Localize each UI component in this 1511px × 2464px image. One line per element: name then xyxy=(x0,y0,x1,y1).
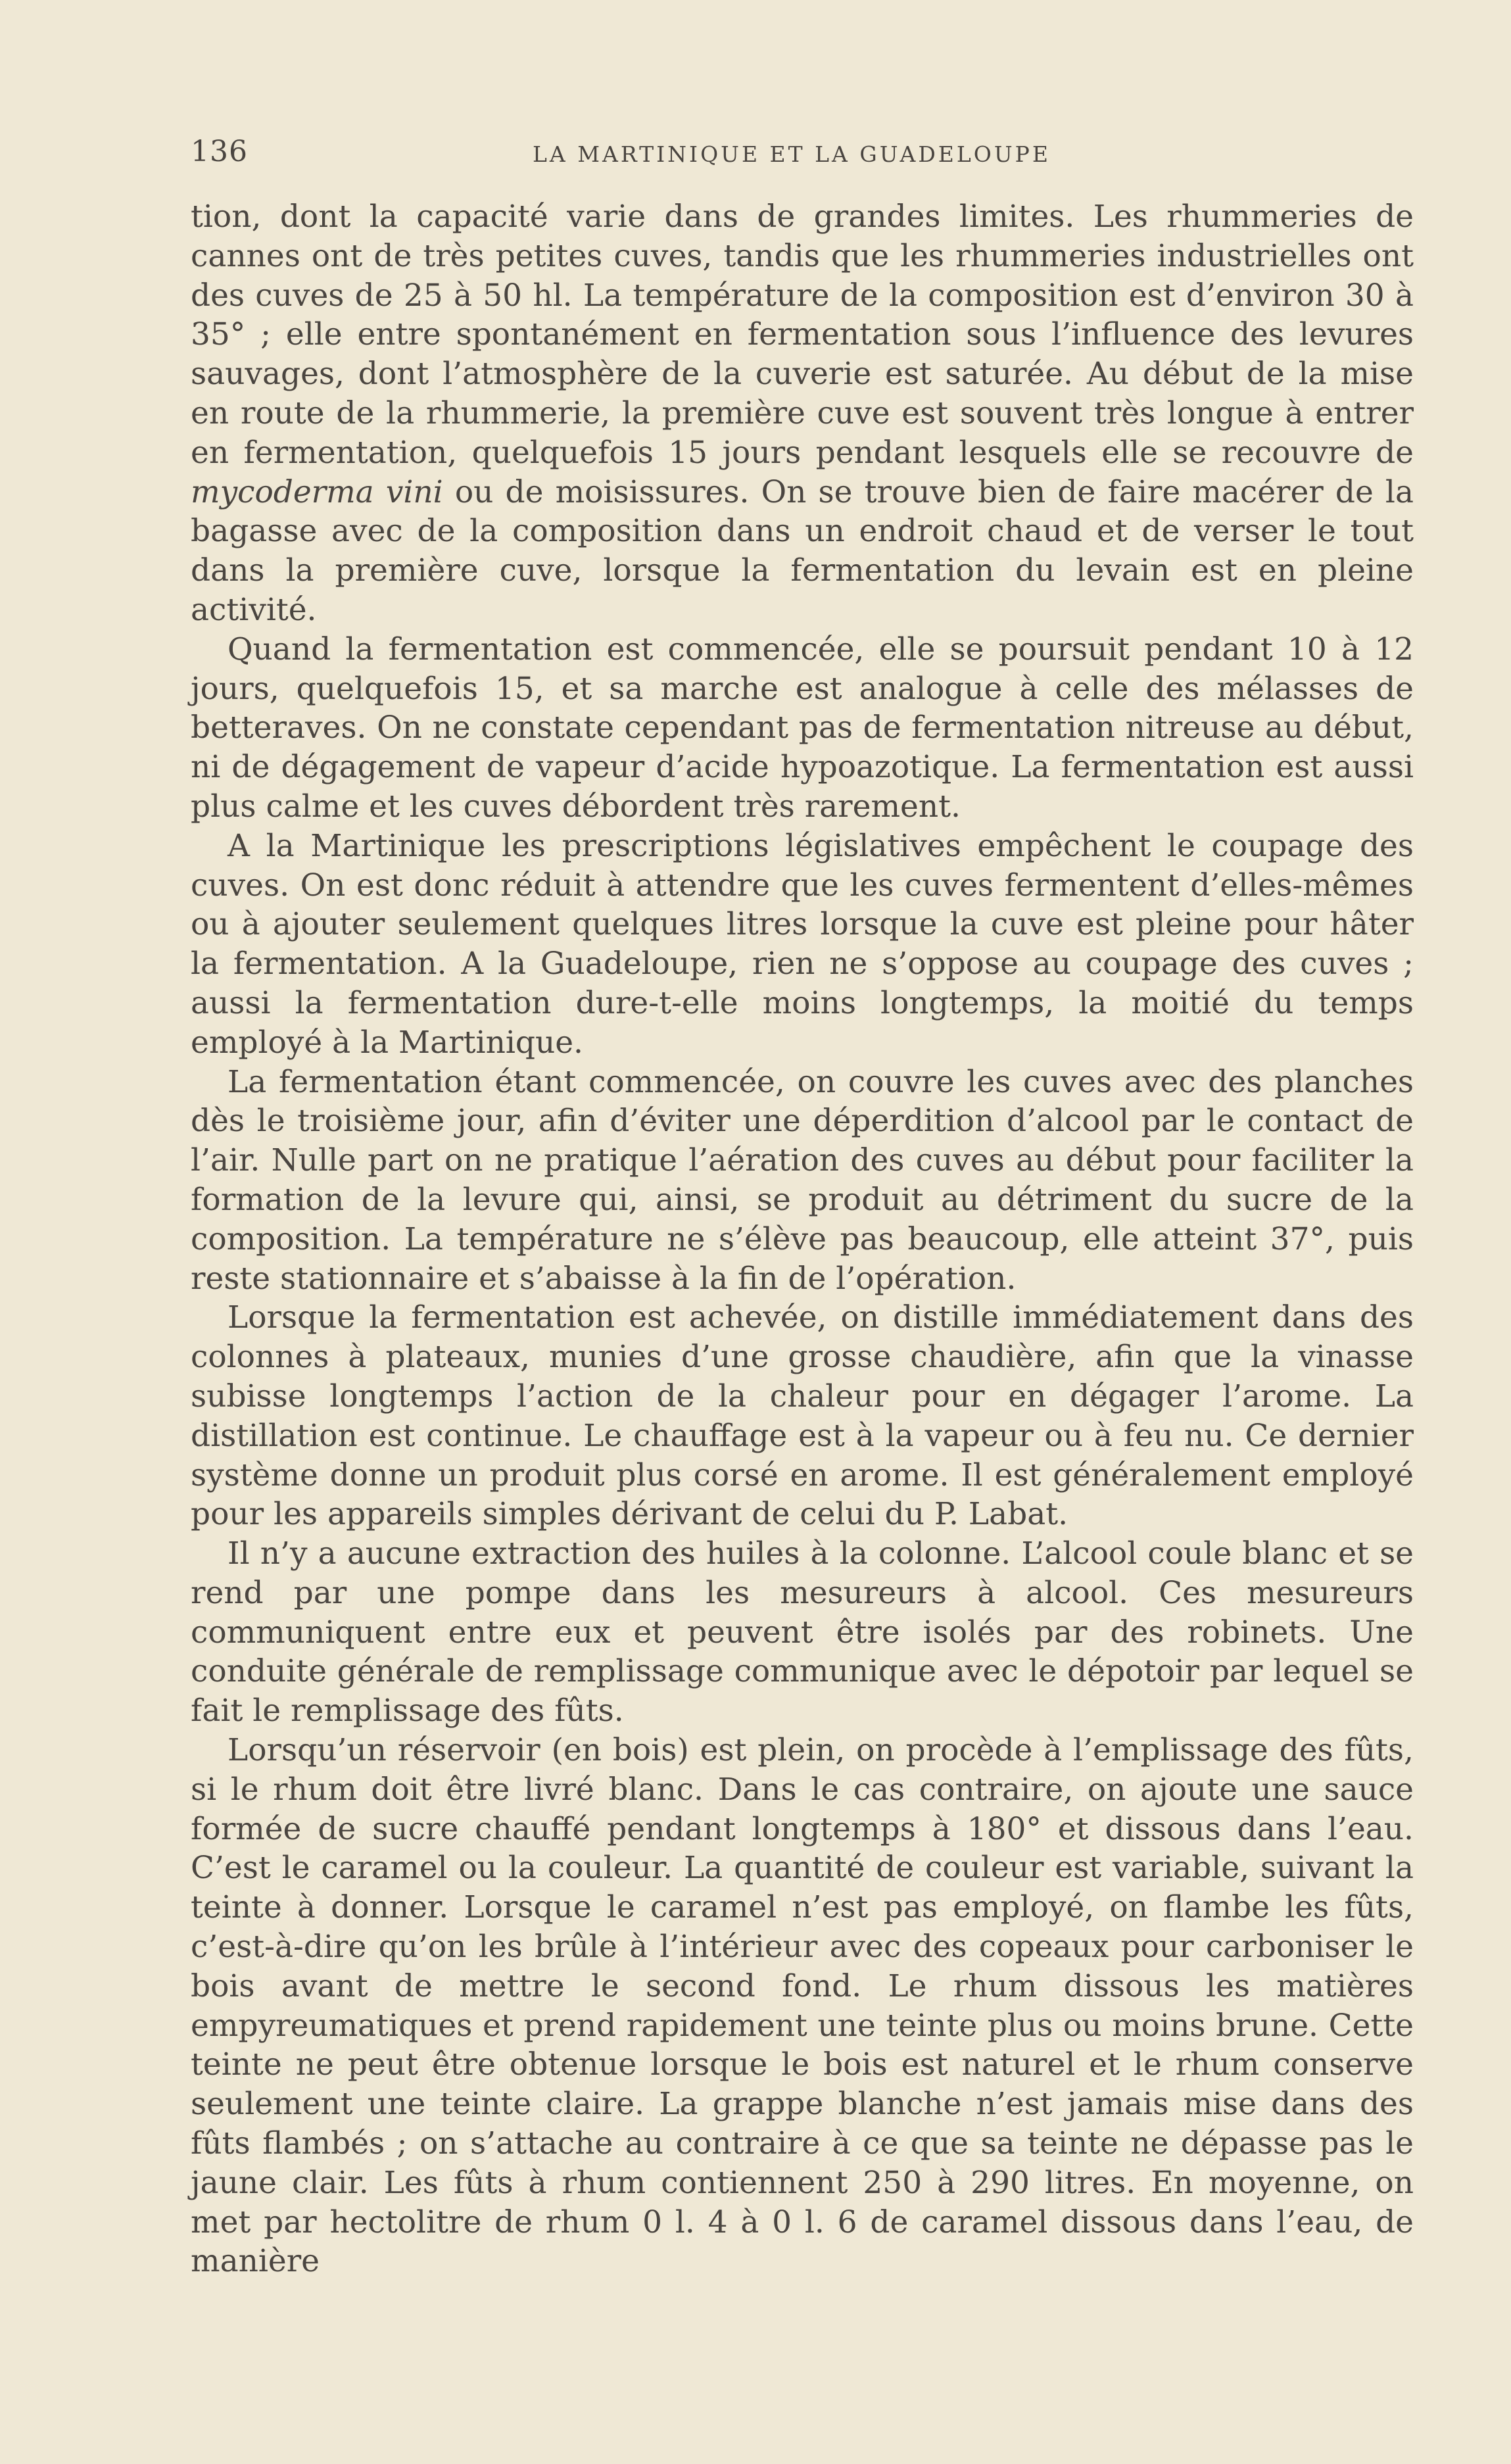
paragraph-text-part: tion, dont la capacité varie dans de grandes limites. Les rhummeries de cannes ont de très petites cuves, tandis que les rhummeries industrielles ont des cuves de 25 à 50 hl. La température de la composition est d’environ 30 à 35° ; elle entre spontanément en fermentation sous l’influence des levures sauvages, dont l’atmosphère de la cuverie est saturée. Au début de la mise en route de la rhummerie, la première cuve est souvent très longue à entrer en fermentation, quelquefois 15 jours pendant lesquels elle se recouvre de xyxy=(191,199,1414,471)
paragraph: A la Martinique les prescriptions législatives empêchent le coupage des cuves. On est donc réduit à attendre que les cuves fermentent d’elles-mêmes ou à ajouter seulement quelques litres lorsque la cuve est pleine pour hâter la fermentation. A la Guadeloupe, rien ne s’oppose au coupage des cuves ; aussi la fermentation dure-t-elle moins longtemps, la moitié du temps employé à la Martinique. xyxy=(191,827,1414,1061)
running-head xyxy=(191,135,1414,174)
italic-term: mycoderma vini xyxy=(191,473,443,510)
paragraph: Quand la fermentation est commencée, elle se poursuit pendant 10 à 12 jours, quelquefois 15, et sa marche est analogue à celle des mélasses de betteraves. On ne constate cependant pas de fermentation nitreuse au début, ni de dégagement de vapeur d’acide hypoazotique. La fermentation est aussi plus calme et les cuves débordent très rarement. xyxy=(191,631,1414,825)
paragraph: Lorsqu’un réservoir (en bois) est plein, on procède à l’emplissage des fûts, si le rhum doit être livré blanc. Dans le cas contraire, on ajoute une sauce formée de sucre chauffé pendant longtemps à 180° et dissous dans l’eau. C’est le caramel ou la couleur. La quantité de couleur est variable, suivant la teinte à donner. Lorsque le caramel n’est pas employé, on flambe les fûts, c’est-à-dire qu’on les brûle à l’intérieur avec des copeaux pour carboniser le bois avant de mettre le second fond. Le rhum dissous les matières empyreumatiques et prend rapidement une teinte plus ou moins brune. Cette teinte ne peut être obtenue lorsque le bois est naturel et le rhum conserve seulement une teinte claire. La grappe blanche n’est jamais mise dans des fûts flambés ; on s’attache au contraire à ce que sa teinte ne dépasse pas le jaune clair. Les fûts à rhum contiennent 250 à 290 litres. En moyenne, on met par hectolitre de rhum 0 l. 4 à 0 l. 6 de caramel dissous dans l’eau, de manière xyxy=(191,1732,1414,2280)
paragraph: La fermentation étant commencée, on couvre les cuves avec des planches dès le troisième jour, afin d’éviter une déperdition d’alcool par le contact de l’air. Nulle part on ne pratique l’aération des cuves au début pour faciliter la formation de la levure qui, ainsi, se produit au détriment du sucre de la composition. La température ne s’élève pas beaucoup, elle atteint 37°, puis reste stationnaire et s’abaisse à la fin de l’opération. xyxy=(191,1063,1414,1297)
body-text xyxy=(191,197,1414,2281)
paragraph: Il n’y a aucune extraction des huiles à la colonne. L’alcool coule blanc et se rend par une pompe dans les mesureurs à alcool. Ces mesureurs communiquent entre eux et peuvent être isolés par des robinets. Une conduite générale de remplissage communique avec le dépotoir par lequel se fait le remplissage des fûts. xyxy=(191,1535,1414,1729)
paragraph: Lorsque la fermentation est achevée, on distille immédiatement dans des colonnes à plateaux, munies d’une grosse chaudière, afin que la vinasse subisse longtemps l’action de la chaleur pour en dégager l’arome. La distillation est continue. Le chauffage est à la vapeur ou à feu nu. Ce dernier système donne un produit plus corsé en arome. Il est généralement employé pour les appareils simples dérivant de celui du P. Labat. xyxy=(191,1299,1414,1533)
running-title: LA MARTINIQUE ET LA GUADELOUPE xyxy=(533,141,1051,167)
paragraph-text-part: ou de moisissures. On se trouve bien de faire macérer de la bagasse avec de la composition dans un endroit chaud et de verser le tout dans la première cuve, lorsque la fermentation du levain est en pleine activité. xyxy=(191,473,1414,628)
paragraph-continued xyxy=(191,197,1414,630)
page-number: 136 xyxy=(191,135,248,168)
